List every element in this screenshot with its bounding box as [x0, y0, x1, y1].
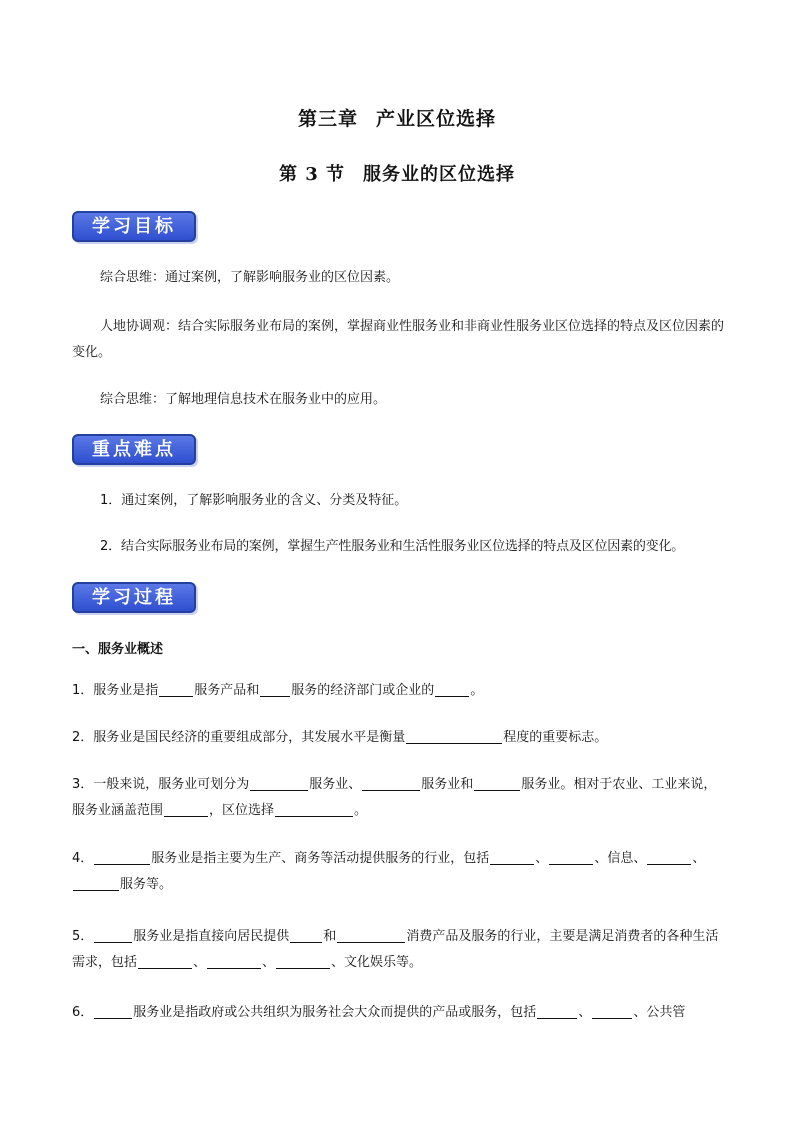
- fill-blank[interactable]: [647, 850, 691, 865]
- question-text: 、文化娱乐等。: [331, 955, 423, 970]
- question-text: 、信息、: [594, 851, 647, 866]
- question-3: [72, 772, 726, 824]
- keypoint-item: 1．通过案例，了解影响服务业的含义、分类及特征。: [100, 493, 408, 508]
- question-text: 、: [578, 1005, 592, 1020]
- question-text: 、公共管: [633, 1005, 686, 1020]
- chapter-name: 产业区位选择: [376, 108, 497, 130]
- keypoint-item: 2．结合实际服务业布局的案例，掌握生产性服务业和生活性服务业区位选择的特点及区位因素的变化。: [100, 539, 685, 554]
- question-text: 服务业和: [421, 777, 474, 792]
- question-text: 服务业是指主要为生产、商务等活动提供服务的行业，包括: [151, 851, 490, 866]
- fill-blank[interactable]: [164, 802, 208, 817]
- process-badge: 学习过程: [72, 582, 196, 613]
- question-text: 、: [692, 851, 706, 866]
- fill-blank[interactable]: [94, 928, 132, 943]
- fill-blank[interactable]: [435, 682, 469, 697]
- fill-blank[interactable]: [549, 850, 593, 865]
- question-2: [72, 725, 726, 751]
- section-number: 第 3 节: [278, 164, 346, 185]
- question-text: 1．服务业是指: [72, 683, 159, 698]
- chapter-title: [0, 104, 794, 131]
- section-name: 服务业的区位选择: [363, 164, 516, 185]
- chapter-number: 第三章: [297, 108, 358, 130]
- question-text: 。: [354, 803, 368, 818]
- question-text: 消费产品及服务的行业，主要是满足消费者的各种生活需求，包括: [72, 929, 719, 970]
- objective-item: 人地协调观：结合实际服务业布局的案例，掌握商业性服务业和非商业性服务业区位选择的特点及区位因素的变化。: [72, 319, 725, 360]
- question-text: 、: [535, 851, 549, 866]
- question-text: ，区位选择: [209, 803, 275, 818]
- fill-blank[interactable]: [250, 776, 308, 791]
- question-text: 服务的经济部门或企业的: [291, 683, 435, 698]
- keypoints-badge: 重点难点: [72, 434, 196, 465]
- fill-blank[interactable]: [207, 954, 261, 969]
- section-title: [0, 160, 794, 186]
- fill-blank[interactable]: [159, 682, 193, 697]
- question-text: 、: [193, 955, 207, 970]
- question-5: [72, 924, 726, 976]
- question-text: 服务业、: [309, 777, 362, 792]
- question-6: [72, 1000, 726, 1026]
- question-text: 2．服务业是国民经济的重要组成部分，其发展水平是衡量: [72, 730, 406, 745]
- question-text: 服务业是指直接向居民提供: [133, 929, 290, 944]
- question-text: 服务产品和: [194, 683, 260, 698]
- question-text: 和: [323, 929, 337, 944]
- question-text: 4．: [72, 851, 94, 866]
- fill-blank[interactable]: [490, 850, 534, 865]
- question-4: [72, 846, 726, 898]
- fill-blank[interactable]: [275, 802, 353, 817]
- fill-blank[interactable]: [337, 928, 405, 943]
- question-text: 服务业。相对于农业、工业来说，服务业涵盖范围: [72, 777, 717, 818]
- fill-blank[interactable]: [73, 876, 119, 891]
- fill-blank[interactable]: [94, 850, 150, 865]
- objective-item: 综合思维：通过案例，了解影响服务业的区位因素。: [100, 270, 400, 285]
- question-text: 服务业是指政府或公共组织为服务社会大众而提供的产品或服务，包括: [133, 1005, 537, 1020]
- question-text: 服务等。: [120, 877, 173, 892]
- fill-blank[interactable]: [276, 954, 330, 969]
- fill-blank[interactable]: [537, 1004, 577, 1019]
- fill-blank[interactable]: [138, 954, 192, 969]
- question-text: 3．一般来说，服务业可划分为: [72, 777, 250, 792]
- fill-blank[interactable]: [406, 729, 502, 744]
- fill-blank[interactable]: [94, 1004, 132, 1019]
- objective-item: 综合思维：了解地理信息技术在服务业中的应用。: [100, 392, 387, 407]
- question-text: 5．: [72, 929, 94, 944]
- question-text: 程度的重要标志。: [503, 730, 608, 745]
- fill-blank[interactable]: [592, 1004, 632, 1019]
- process-heading: 一、服务业概述: [72, 642, 164, 657]
- question-1: [72, 678, 726, 704]
- question-text: 。: [470, 683, 484, 698]
- objectives-badge: 学习目标: [72, 211, 196, 242]
- fill-blank[interactable]: [474, 776, 520, 791]
- fill-blank[interactable]: [290, 928, 322, 943]
- fill-blank[interactable]: [260, 682, 290, 697]
- question-text: 6．: [72, 1005, 94, 1020]
- question-text: 、: [262, 955, 276, 970]
- fill-blank[interactable]: [362, 776, 420, 791]
